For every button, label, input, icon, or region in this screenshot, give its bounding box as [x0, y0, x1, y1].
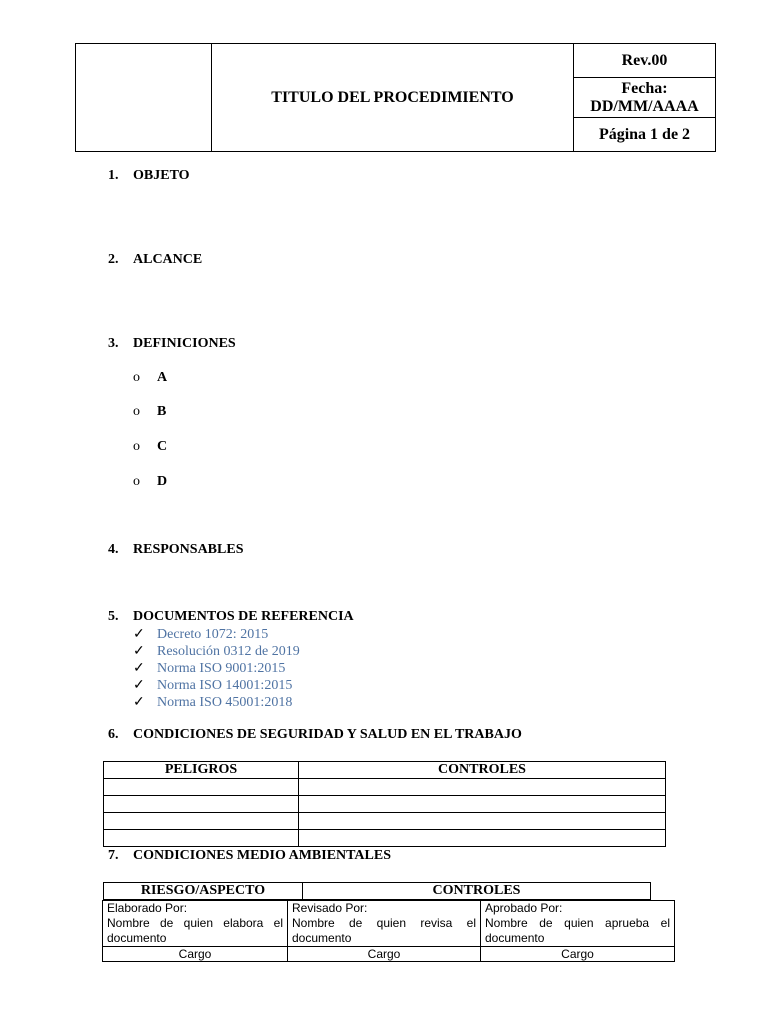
section-title: CONDICIONES DE SEGURIDAD Y SALUD EN EL TRABAJO — [133, 727, 522, 742]
section-title: RESPONSABLES — [133, 542, 244, 557]
section-number: 5. — [108, 609, 119, 624]
table-cell[interactable] — [299, 796, 666, 813]
section-number: 1. — [108, 168, 119, 183]
revision: Rev.00 — [574, 44, 715, 78]
table-cell[interactable] — [104, 813, 299, 830]
section-responsables — [108, 542, 243, 558]
signature-label: Revisado Por: — [292, 901, 368, 915]
definition-item: o A — [133, 370, 168, 385]
signature-name: Nombre de quien elabora el — [107, 916, 283, 930]
circle-bullet-icon: o — [133, 404, 140, 419]
section-title: ALCANCE — [133, 252, 203, 267]
table-cell[interactable] — [104, 796, 299, 813]
reference-item: ✓ Norma ISO 9001:2015 — [133, 661, 286, 676]
date-value: DD/MM/AAAA — [590, 97, 699, 115]
section-alcance — [108, 252, 202, 268]
table-cell[interactable] — [299, 813, 666, 830]
date-label: Fecha: — [621, 79, 668, 97]
table-cell[interactable] — [104, 779, 299, 796]
section-number: 2. — [108, 252, 119, 267]
signature-name-cont: documento — [107, 931, 167, 945]
table-cell[interactable] — [299, 830, 666, 847]
signature-name: Nombre de quien revisa el — [292, 916, 476, 930]
header-meta — [574, 44, 715, 151]
signature-label: Elaborado Por: — [107, 901, 188, 915]
checkmark-icon: ✓ — [133, 661, 145, 676]
circle-bullet-icon: o — [133, 474, 140, 489]
circle-bullet-icon: o — [133, 370, 140, 385]
circle-bullet-icon: o — [133, 439, 140, 454]
checkmark-icon: ✓ — [133, 644, 145, 659]
definition-item: o B — [133, 404, 167, 419]
definition-item: o D — [133, 474, 168, 489]
checkmark-icon: ✓ — [133, 695, 145, 710]
signature-aprobado — [481, 901, 675, 947]
cargo-row — [103, 947, 675, 962]
table-row — [104, 796, 666, 813]
column-header: CONTROLES — [303, 883, 651, 900]
signature-name: Nombre de quien aprueba el — [485, 916, 670, 930]
section-documentos-referencia — [108, 609, 354, 625]
table-cell[interactable] — [104, 830, 299, 847]
reference-item: ✓ Norma ISO 45001:2018 — [133, 695, 293, 710]
cargo-cell: Cargo — [481, 947, 675, 962]
section-medio-ambientales — [108, 848, 391, 864]
environmental-table — [103, 882, 651, 900]
signature-name-cont: documento — [485, 931, 545, 945]
section-sst — [108, 727, 522, 743]
signature-row — [103, 901, 675, 947]
section-definiciones — [108, 336, 236, 352]
column-header: RIESGO/ASPECTO — [104, 883, 303, 900]
signature-table — [102, 900, 675, 962]
column-header: CONTROLES — [299, 762, 666, 779]
reference-item: ✓ Resolución 0312 de 2019 — [133, 644, 300, 659]
reference-list — [133, 626, 300, 711]
section-title: OBJETO — [133, 168, 190, 183]
table-cell[interactable] — [299, 779, 666, 796]
section-title: DOCUMENTOS DE REFERENCIA — [133, 609, 354, 624]
section-number: 4. — [108, 542, 119, 557]
table-header-row — [104, 883, 651, 900]
table-row — [104, 830, 666, 847]
table-row — [104, 813, 666, 830]
table-row — [104, 779, 666, 796]
reference-item: ✓ Decreto 1072: 2015 — [133, 627, 269, 642]
date-cell — [574, 78, 715, 118]
section-number: 3. — [108, 336, 119, 351]
section-number: 7. — [108, 848, 119, 863]
procedure-title: TITULO DEL PROCEDIMIENTO — [212, 44, 574, 151]
definition-item: o C — [133, 439, 168, 454]
section-title: DEFINICIONES — [133, 336, 236, 351]
signature-revisado — [288, 901, 481, 947]
logo-cell — [76, 44, 212, 151]
sst-table — [103, 761, 666, 847]
table-header-row — [104, 762, 666, 779]
checkmark-icon: ✓ — [133, 678, 145, 693]
signature-name-cont: documento — [292, 931, 352, 945]
column-header: PELIGROS — [104, 762, 299, 779]
checkmark-icon: ✓ — [133, 627, 145, 642]
page-number: Página 1 de 2 — [598, 125, 691, 143]
section-objeto — [108, 168, 190, 184]
signature-elaborado — [103, 901, 288, 947]
document-header — [75, 43, 716, 152]
section-title: CONDICIONES MEDIO AMBIENTALES — [133, 848, 392, 863]
cargo-cell: Cargo — [103, 947, 288, 962]
cargo-cell: Cargo — [288, 947, 481, 962]
signature-label: Aprobado Por: — [485, 901, 563, 915]
reference-item: ✓ Norma ISO 14001:2015 — [133, 678, 293, 693]
section-number: 6. — [108, 727, 119, 742]
